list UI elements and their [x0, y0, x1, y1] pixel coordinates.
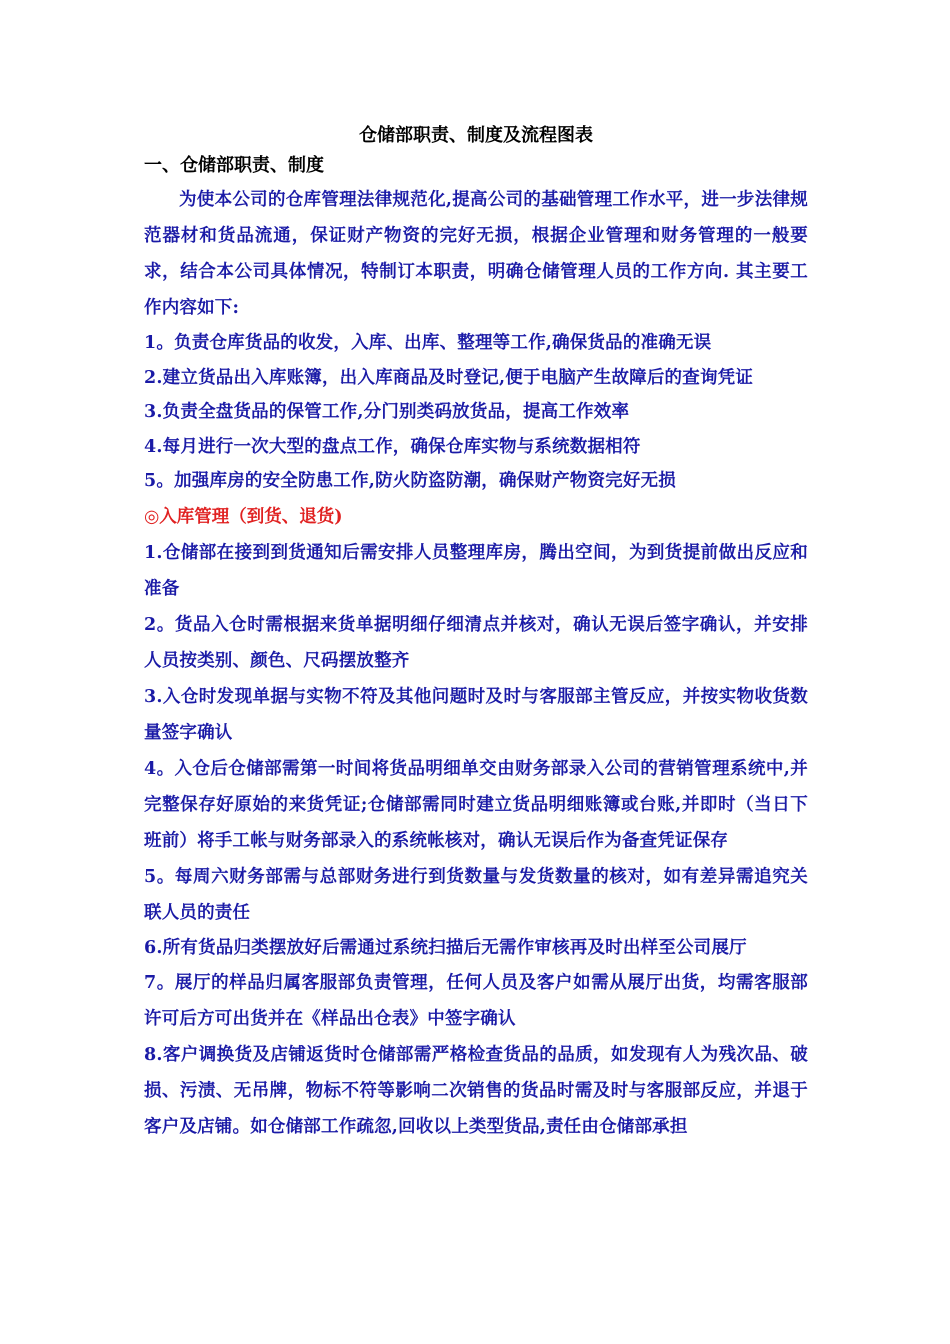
duty-item: 2.建立货品出入库账簿，出入库商品及时登记,便于电脑产生故障后的查询凭证	[144, 367, 754, 388]
duty-item: 1。负责仓库货品的收发，入库、出库、整理等工作,确保货品的准确无误	[144, 333, 712, 353]
duty-item: 3.负责全盘货品的保管工作,分门别类码放货品，提高工作效率	[144, 402, 630, 422]
rule-item: 8.客户调换货及店铺返货时仓储部需严格检查货品的品质，如发现有人为残次品、破损、污渍、无吊牌，物标不符等影响二次销售的货品时需及时与客服部反应，并退于客户及店铺。如仓储部工作疏忽,回收以上类型货品,责任由仓储部承担	[144, 1045, 808, 1137]
duty-item: 5。加强库房的安全防患工作,防火防盗防潮，确保财产物资完好无损	[144, 471, 676, 491]
rule-item: 1.仓储部在接到到货通知后需安排人员整理库房，腾出空间，为到货提前做出反应和准备	[144, 542, 808, 599]
duty-item: 4.每月进行一次大型的盘点工作，确保仓库实物与系统数据相符	[144, 436, 641, 457]
document-page	[144, 122, 808, 1145]
rule-item: 7。展厅的样品归属客服部负责管理，任何人员及客户如需从展厅出货，均需客服部许可后方可出货并在《样品出仓表》中签字确认	[144, 973, 808, 1029]
document-title: 仓储部职责、制度及流程图表	[359, 125, 593, 146]
rule-item: 2。货品入仓时需根据来货单据明细仔细清点并核对，确认无误后签字确认，并安排人员按类别、颜色、尺码摆放整齐	[144, 614, 808, 671]
section-heading-duties: 一、仓储部职责、制度	[144, 155, 324, 176]
section-heading-inbound: ◎入库管理（到货、退货)	[144, 506, 343, 527]
rule-item: 5。每周六财务部需与总部财务进行到货数量与发货数量的核对，如有差异需追究关联人员的责任	[144, 866, 808, 923]
rule-item: 3.入仓时发现单据与实物不符及其他问题时及时与客服部主管反应，并按实物收货数量签字确认	[144, 686, 808, 743]
rule-item: 4。入仓后仓储部需第一时间将货品明细单交由财务部录入公司的营销管理系统中,并完整保存好原始的来货凭证;仓储部需同时建立货品明细账簿或台账,并即时（当日下班前）将手工帐与财务部录入的系统帐核对，确认无误后作为备查凭证保存	[144, 758, 808, 851]
rule-item: 6.所有货品归类摆放好后需通过系统扫描后无需作审核再及时出样至公司展厅	[144, 937, 747, 958]
intro-paragraph: 为使本公司的仓库管理法律规范化,提高公司的基础管理工作水平，进一步法律规范器材和货品流通，保证财产物资的完好无损，根据企业管理和财务管理的一般要求，结合本公司具体情况，特制订本职责，明确仓储管理人员的工作方向. 其主要工作内容如下:	[144, 190, 808, 318]
